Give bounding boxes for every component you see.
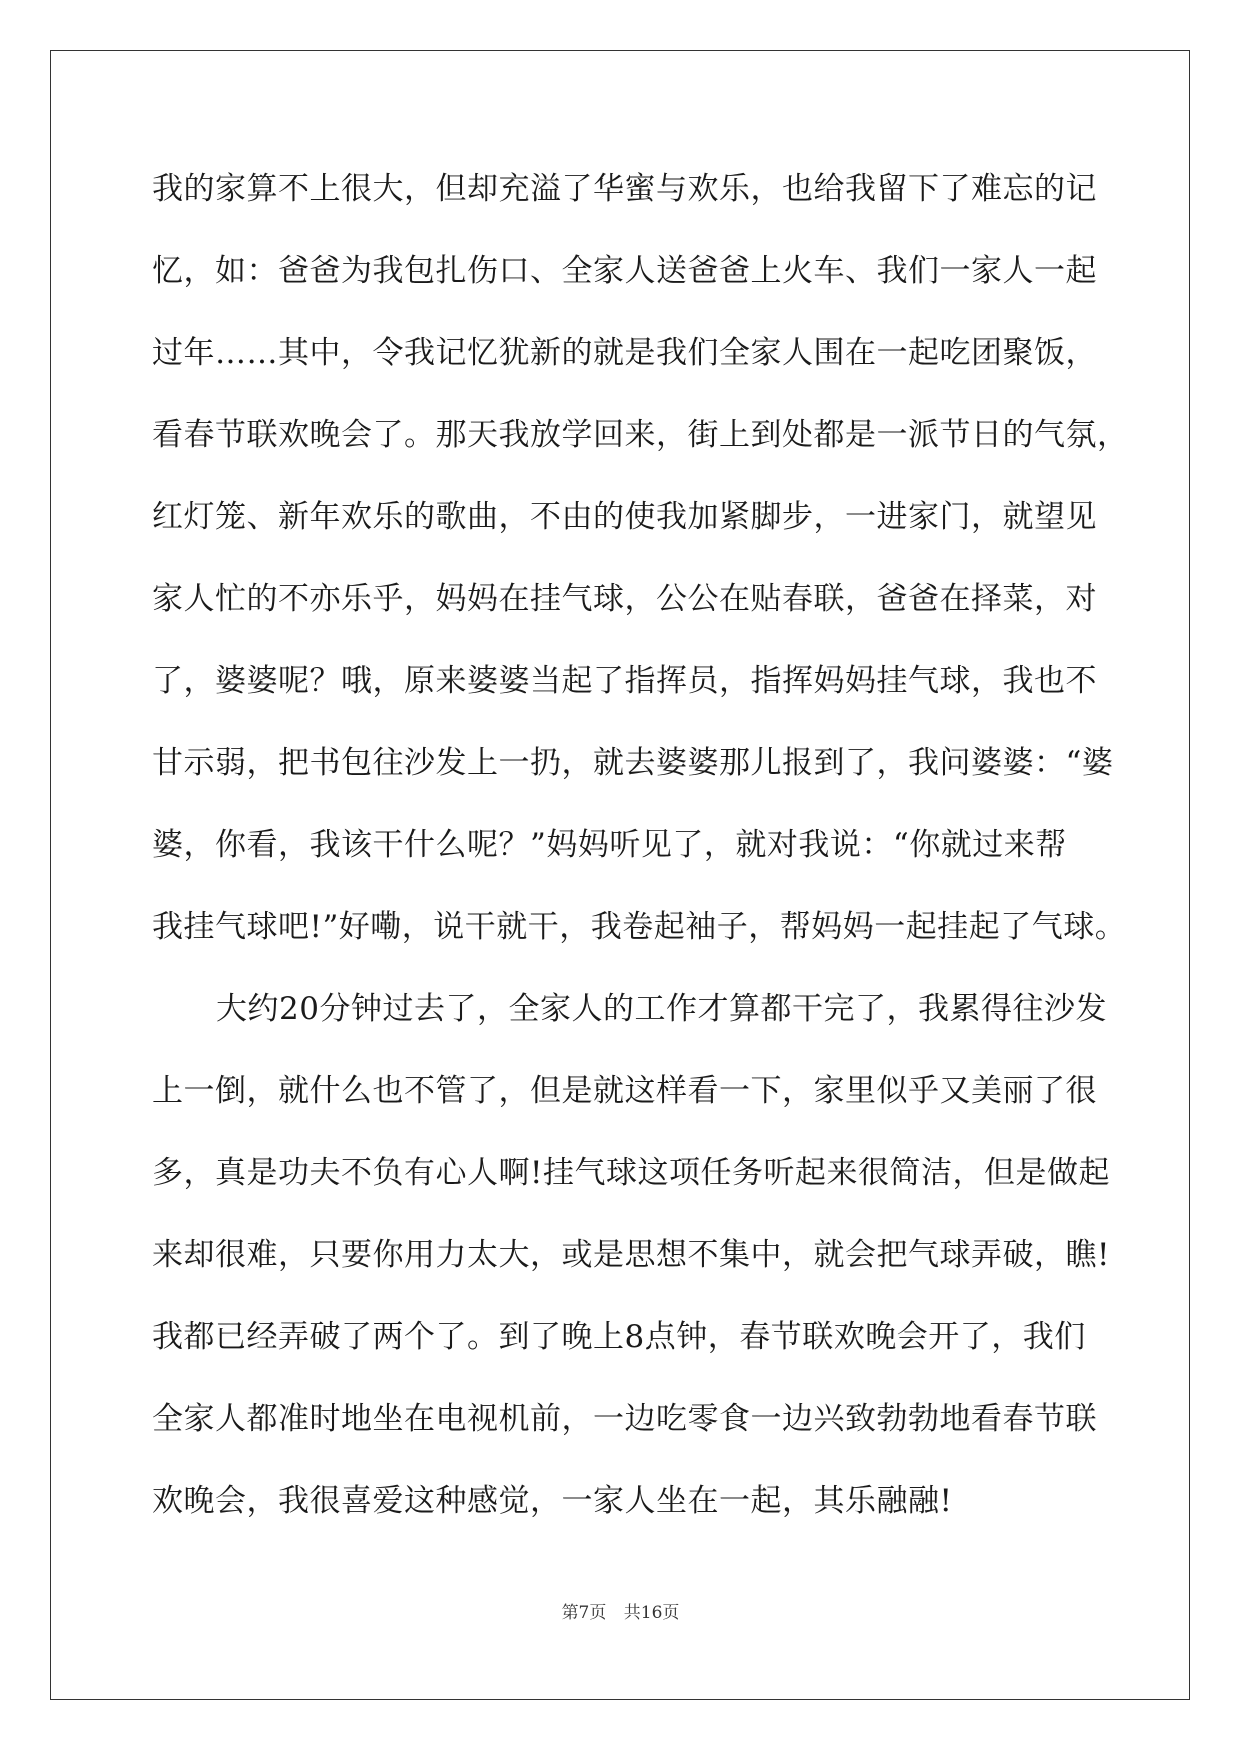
text-line: 忆，如：爸爸为我包扎伤口、全家人送爸爸上火车、我们一家人一起 xyxy=(152,253,1097,289)
document-body xyxy=(152,162,1129,1556)
text-line: 上一倒，就什么也不管了，但是就这样看一下，家里似乎又美丽了很 xyxy=(152,1073,1097,1109)
text-line: 全家人都准时地坐在电视机前，一边吃零食一边兴致勃勃地看春节联 xyxy=(152,1401,1097,1437)
text-line: 了，婆婆呢？哦，原来婆婆当起了指挥员，指挥妈妈挂气球，我也不 xyxy=(152,663,1097,699)
paragraph-start-line: 大约20分钟过去了，全家人的工作才算都干完了，我累得往沙发 xyxy=(216,991,1107,1027)
page-footer xyxy=(0,1598,1241,1623)
text-line: 多，真是功夫不负有心人啊!挂气球这项任务听起来很简洁，但是做起 xyxy=(152,1155,1110,1191)
text-line: 甘示弱，把书包往沙发上一扔，就去婆婆那儿报到了，我问婆婆：“婆 xyxy=(152,745,1114,781)
text-line: 家人忙的不亦乐乎，妈妈在挂气球，公公在贴春联，爸爸在择菜，对 xyxy=(152,581,1097,617)
text-line: 来却很难，只要你用力太大，或是思想不集中，就会把气球弄破，瞧! xyxy=(152,1237,1110,1273)
page-number: 第7页 xyxy=(561,1603,607,1623)
text-line: 看春节联欢晚会了。那天我放学回来，街上到处都是一派节日的气氛， xyxy=(152,417,1129,453)
page-total: 共16页 xyxy=(623,1603,680,1623)
text-line: 我的家算不上很大，但却充溢了华蜜与欢乐，也给我留下了难忘的记 xyxy=(152,171,1097,207)
text-line: 我挂气球吧!”好嘞，说干就干，我卷起袖子，帮妈妈一起挂起了气球。 xyxy=(152,909,1127,945)
text-line: 欢晚会，我很喜爱这种感觉，一家人坐在一起，其乐融融! xyxy=(152,1483,953,1519)
text-line: 我都已经弄破了两个了。到了晚上8点钟，春节联欢晚会开了，我们 xyxy=(152,1319,1086,1355)
text-line: 婆，你看，我该干什么呢？”妈妈听见了，就对我说：“你就过来帮 xyxy=(152,827,1067,863)
text-line: 过年……其中，令我记忆犹新的就是我们全家人围在一起吃团聚饭， xyxy=(152,335,1097,371)
text-line: 红灯笼、新年欢乐的歌曲，不由的使我加紧脚步，一进家门，就望见 xyxy=(152,499,1097,535)
